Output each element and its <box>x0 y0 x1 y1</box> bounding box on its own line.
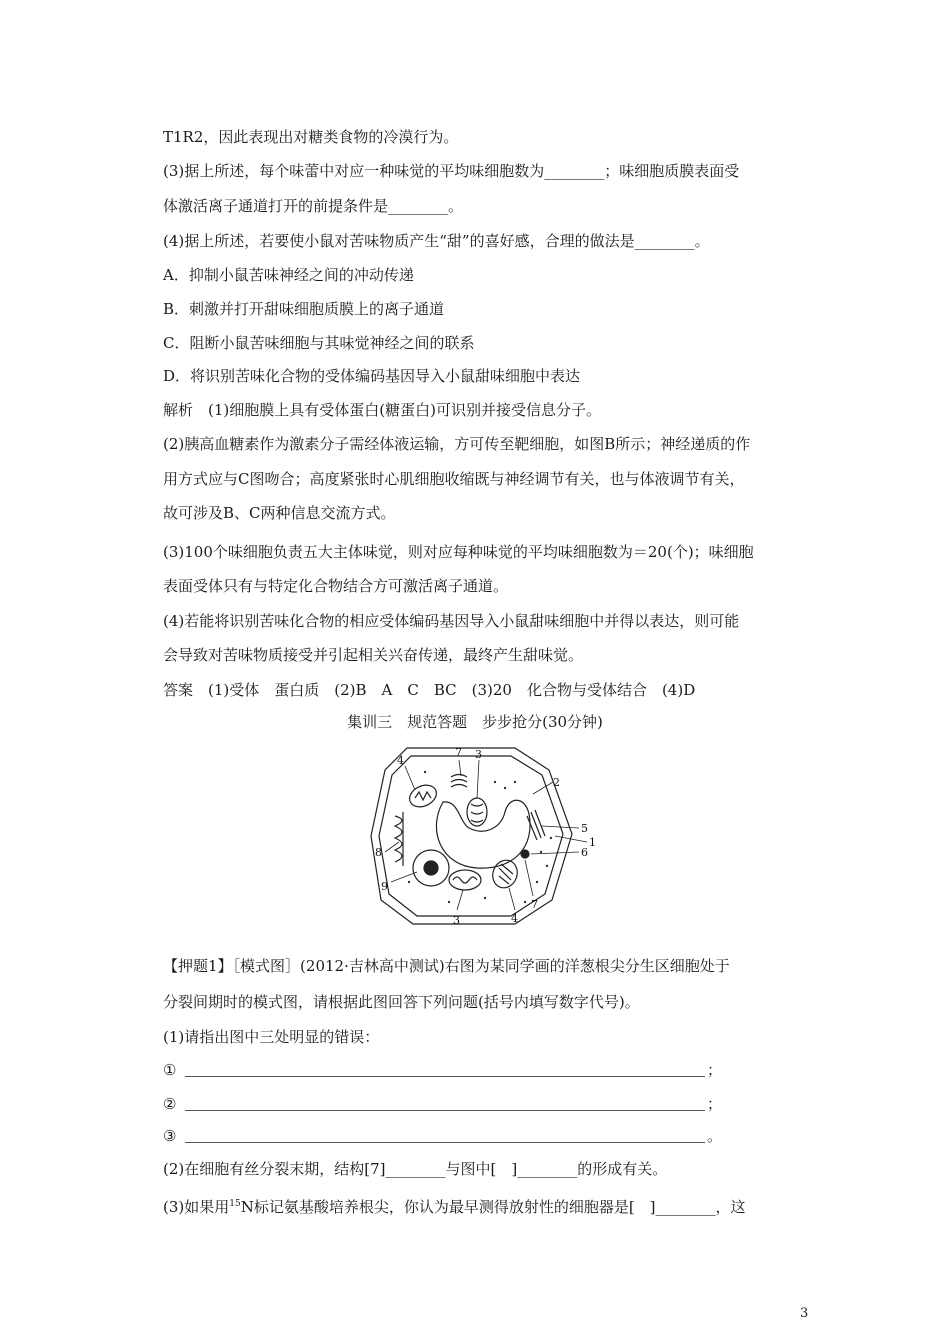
blank-3-end: 。 <box>707 1127 723 1145</box>
blank-1-rule <box>185 1076 705 1077</box>
label-6: 6 <box>581 846 588 859</box>
analysis-3a: (3)100个味细胞负责五大主体味觉，则对应每种味觉的平均味细胞数为＝20(个)；味细胞 <box>163 543 754 561</box>
page-number: 3 <box>800 1306 809 1321</box>
analysis-2a: (2)胰高血糖素作为激素分子需经体液运输，方可传至靶细胞，如图B所示；神经递质的作 <box>163 435 751 453</box>
question-4-prompt: (4)据上所述，若要使小鼠对苦味物质产生“甜”的喜好感，合理的做法是________。 <box>163 232 710 250</box>
cell-diagram <box>365 742 605 932</box>
text-line-1: T1R2，因此表现出对糖类食物的冷漠行为。 <box>163 128 459 146</box>
answer-blank-2[interactable] <box>163 1094 723 1114</box>
blank-2-rule <box>185 1110 705 1111</box>
question-1-part-3 <box>163 1194 746 1217</box>
analysis-2b: 用方式应与C图吻合；高度紧张时心肌细胞收缩既与神经调节有关，也与体液调节有关， <box>163 470 745 488</box>
label-1: 1 <box>589 836 596 849</box>
blank-3-rule <box>185 1142 705 1143</box>
blank-3-label: ③ <box>163 1127 177 1145</box>
central-vacuole <box>436 800 530 868</box>
question-1-part-1: (1)请指出图中三处明显的错误： <box>163 1028 380 1046</box>
question-1-intro-a: 【押题1】［模式图］(2012·吉林高中测试)右图为某同学画的洋葱根尖分生区细胞处于 <box>163 957 730 975</box>
golgi-top <box>451 775 467 788</box>
chloroplast-bottom <box>489 857 521 892</box>
question-1-intro-b: 分裂间期时的模式图，请根据此图回答下列问题(括号内填写数字代号)。 <box>163 993 640 1011</box>
answer-line: 答案 (1)受体 蛋白质 (2)B A C BC (3)20 化合物与受体结合 (4)D <box>163 681 696 699</box>
answer-blank-1[interactable] <box>163 1060 723 1080</box>
blank-2-end: ； <box>707 1095 723 1113</box>
label-7-bottom: 7 <box>531 898 538 911</box>
section-heading: 集训三 规范答题 步步抢分(30分钟) <box>347 713 603 731</box>
option-c: C．阻断小鼠苦味细胞与其味觉神经之间的联系 <box>163 334 475 352</box>
option-a: A．抑制小鼠苦味神经之间的冲动传递 <box>163 266 414 284</box>
chloroplast-left <box>406 781 440 811</box>
analysis-2c: 故可涉及B、C两种信息交流方式。 <box>163 504 396 522</box>
label-9: 9 <box>381 880 388 893</box>
label-4-left: 4 <box>397 754 404 767</box>
label-2: 2 <box>553 776 560 789</box>
analysis-4a: (4)若能将识别苦味化合物的相应受体编码基因导入小鼠甜味细胞中并得以表达，则可能 <box>163 612 740 630</box>
endoplasmic-reticulum <box>395 812 403 866</box>
label-5: 5 <box>581 822 588 835</box>
label-3-top: 3 <box>475 748 482 761</box>
blank-1-end: ； <box>707 1061 723 1079</box>
question-3-prompt-a: (3)据上所述，每个味蕾中对应一种味觉的平均味细胞数为________；味细胞质膜表面受 <box>163 162 740 180</box>
part-3-text-b: N标记氨基酸培养根尖，你认为最早测得放射性的细胞器是[ ]________，这 <box>240 1198 746 1216</box>
question-3-prompt-b: 体激活离子通道打开的前提条件是________。 <box>163 197 464 215</box>
isotope-superscript: 15 <box>229 1199 241 1209</box>
label-3-bottom: 3 <box>453 914 460 927</box>
label-8: 8 <box>375 846 382 859</box>
option-b: B．刺激并打开甜味细胞质膜上的离子通道 <box>163 300 445 318</box>
label-7-top: 7 <box>455 746 462 759</box>
part-3-text-a: (3)如果用 <box>163 1198 230 1216</box>
mitochondrion-top <box>467 798 487 826</box>
mitochondrion-bottom <box>449 870 481 890</box>
label-4-bottom: 4 <box>511 912 518 925</box>
question-1-part-2: (2)在细胞有丝分裂末期，结构[7]________与图中[ ]________的形成有关。 <box>163 1160 668 1178</box>
answer-blank-3[interactable] <box>163 1126 723 1146</box>
analysis-4b: 会导致对苦味物质接受并引起相关兴奋传递，最终产生甜味觉。 <box>163 646 584 664</box>
option-d: D．将识别苦味化合物的受体编码基因导入小鼠甜味细胞中表达 <box>163 367 581 385</box>
analysis-3b: 表面受体只有与特定化合物结合方可激活离子通道。 <box>163 577 509 595</box>
centriole <box>521 850 529 858</box>
blank-2-label: ② <box>163 1095 177 1113</box>
analysis-1: 解析 (1)细胞膜上具有受体蛋白(糖蛋白)可识别并接受信息分子。 <box>163 401 601 419</box>
blank-1-label: ① <box>163 1061 177 1079</box>
nucleus <box>413 850 449 886</box>
